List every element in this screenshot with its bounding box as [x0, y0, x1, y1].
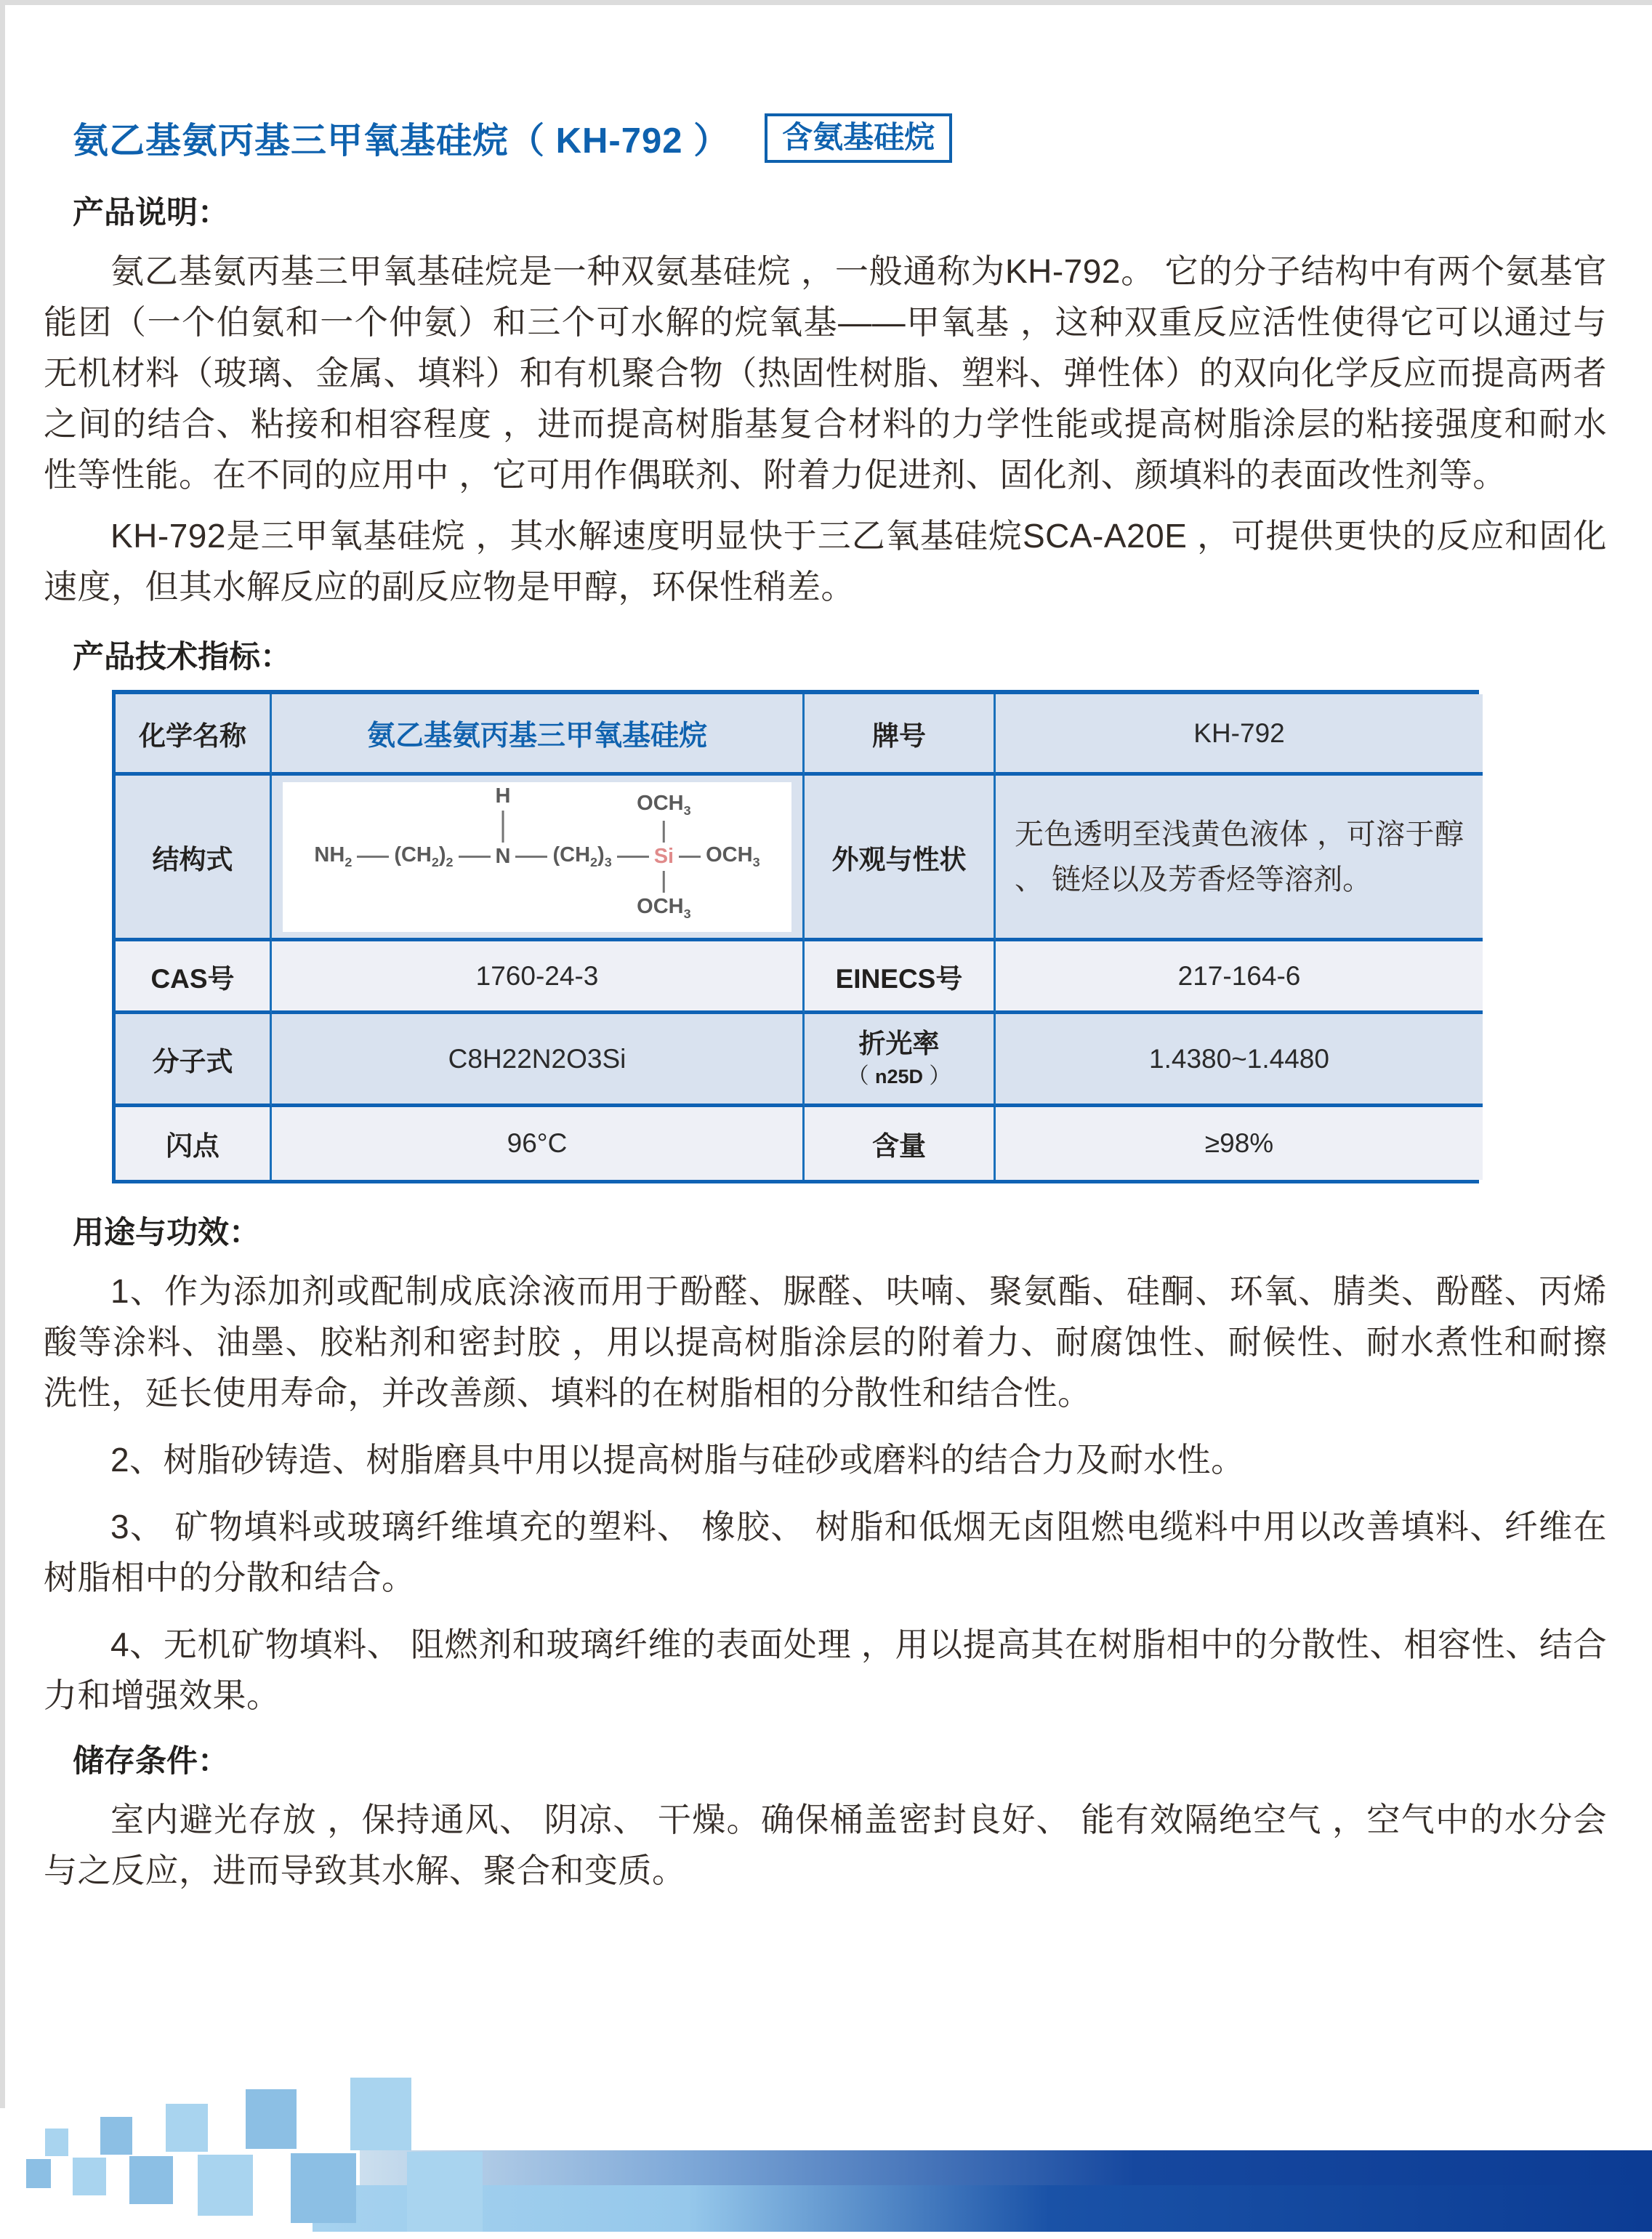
spec-label-molecular-formula: 分子式 [116, 1014, 272, 1107]
description-paragraph-1: 氨乙基氨丙基三甲氧基硅烷是一种双氨基硅烷 ，一般通称为KH-792。 它的分子结构中有两个氨基官能团（一个伯氨和一个仲氨）和三个可水解的烷氧基——甲氧基 ，这种双重反应活性使得它可以通过与无机材料（玻璃、金属、填料）和有机聚合物（热固性树脂、塑料、弹性体）的双向化学反应而提高两者之间的结合、粘接和相容程度 ，进而提高树脂基复合材料的力学性能或提高树脂涂层的粘接强度和耐水性等性能。在不同的应用中 ，它可用作偶联剂、附着力促进剂、固化剂、颜填料的表面改性剂等。 [44, 252, 1607, 494]
amino-silane-badge: 含氨基硅烷 [765, 113, 952, 163]
structure-si-group [637, 792, 691, 921]
bond [357, 856, 389, 858]
structure-si: Si [653, 844, 674, 868]
footer-pixel [198, 2155, 253, 2216]
footer-gradient-band-lower [313, 2185, 1652, 2232]
footer-gradient-band-upper [360, 2150, 1652, 2185]
spec-value-chemical-name: 氨乙基氨丙基三甲氧基硅烷 [272, 694, 805, 776]
footer-pixel [291, 2153, 356, 2223]
page-title: 氨乙基氨丙基三甲氧基硅烷（ KH-792 ） [73, 121, 730, 161]
spec-label-chemical-name: 化学名称 [116, 694, 272, 776]
structure-n-group [495, 784, 511, 869]
bond [515, 856, 547, 858]
usage-heading: 用途与功效： [73, 1215, 260, 1250]
spec-value-cas: 1760-24-3 [272, 941, 805, 1014]
structure-n: N [495, 844, 511, 868]
footer-pixel [407, 2152, 483, 2232]
usage-item-1: 1、作为添加剂或配制成底涂液而用于酚醛、脲醛、呋喃、聚氨酯、硅酮、环氧、腈类、酚醛、丙烯酸等涂料、油墨、胶粘剂和密封胶 ，用以提高树脂涂层的附着力、耐腐蚀性、耐候性、耐水煮性和耐擦洗性，延长使用寿命，并改善颜、填料的在树脂相的分散性和结合性。 [44, 1272, 1607, 1412]
document-content [44, 113, 1607, 1906]
spec-label-grade: 牌号 [805, 694, 996, 776]
structure-nh2: $NH_2$ [314, 843, 352, 869]
bond [459, 856, 491, 858]
refractive-index-condition: （ n25D ） [847, 1064, 951, 1088]
structure-ch2-2: $(CH_2)_2$ [394, 843, 454, 869]
spec-label-refractive-index [805, 1014, 996, 1107]
footer-decoration [0, 2065, 1652, 2239]
title-row [73, 113, 1607, 164]
usage-item-3: 3、 矿物填料或玻璃纤维填充的塑料、 橡胶、 树脂和低烟无卤阻燃电缆料中用以改善填料、纤维在树脂相中的分散和结合。 [44, 1508, 1607, 1596]
footer-pixel [45, 2129, 68, 2156]
footer-pixel [129, 2156, 173, 2204]
spec-heading: 产品技术指标： [73, 640, 291, 675]
spec-label-appearance: 外观与性状 [805, 776, 996, 941]
page-edge-top [0, 0, 1652, 5]
n25d-label: n25D [874, 1065, 924, 1088]
spec-value-refractive-index: 1.4380~1.4480 [996, 1014, 1483, 1107]
spec-label-structure: 结构式 [116, 776, 272, 941]
spec-value-appearance [996, 776, 1483, 941]
storage-heading: 储存条件： [73, 1744, 229, 1779]
bond [663, 871, 665, 893]
footer-pixel [166, 2104, 208, 2152]
storage-paragraph: 室内避光存放 ，保持通风、 阴凉、 干燥。确保桶盖密封良好、 能有效隔绝空气 ，空气中的水分会与之反应，进而导致其水解、聚合和变质。 [44, 1801, 1607, 1889]
usage-item-2: 2、树脂砂铸造、树脂磨具中用以提高树脂与硅砂或磨料的结合力及耐水性。 [110, 1441, 1245, 1479]
footer-pixel [246, 2089, 297, 2149]
structure-formula-cell [272, 776, 805, 941]
spec-label-einecs: EINECS号 [805, 941, 996, 1014]
structure-och3-right: $OCH_3$ [706, 843, 760, 869]
structure-och3-bottom-branch [637, 869, 690, 922]
footer-pixel [26, 2159, 51, 2188]
structure-och3-top-branch [637, 792, 690, 845]
page-edge-left [0, 0, 5, 2108]
usage-item-4: 4、无机矿物填料、 阻燃剂和玻璃纤维的表面处理 ，用以提高其在树脂相中的分散性、相容性、结合力和增强效果。 [44, 1625, 1607, 1714]
structure-och3-bottom: $OCH_3$ [637, 894, 691, 921]
footer-pixel [73, 2158, 106, 2195]
description-paragraph-2: KH-792是三甲氧基硅烷 ，其水解速度明显快于三乙氧基硅烷SCA-A20E ，可提供更快的反应和固化速度，但其水解反应的副反应物是甲醇，环保性稍差。 [44, 517, 1607, 606]
spec-value-grade: KH-792 [996, 694, 1483, 776]
spec-value-molecular-formula: C8H22N2O3Si [272, 1014, 805, 1107]
footer-pixel [350, 2078, 411, 2150]
description-heading: 产品说明： [73, 196, 229, 230]
spec-value-einecs: 217-164-6 [996, 941, 1483, 1014]
refractive-index-title: 折光率 [858, 1028, 940, 1058]
spec-table [112, 690, 1479, 1183]
bond [663, 821, 665, 843]
structure-ch2-3: $(CH_2)_3$ [552, 843, 612, 869]
structure-och3-top: $OCH_3$ [637, 792, 691, 818]
spec-label-cas: CAS号 [116, 941, 272, 1014]
structure-chain [314, 784, 760, 921]
structure-formula-diagram [283, 782, 791, 932]
spec-label-flash-point: 闪点 [116, 1107, 272, 1180]
appearance-text: 无色透明至浅黄色液体 ，可溶于醇 、 链烃以及芳香烃等溶剂。 [1015, 818, 1464, 896]
structure-h: H [495, 784, 511, 808]
bond [501, 811, 504, 843]
bond [617, 856, 649, 858]
bond [679, 856, 701, 858]
structure-h-branch [496, 784, 511, 845]
refractive-index-label [847, 1029, 951, 1089]
spec-value-flash-point: 96°C [272, 1107, 805, 1180]
spec-label-content: 含量 [805, 1107, 996, 1180]
spec-value-content: ≥98% [996, 1107, 1483, 1180]
footer-pixel [100, 2117, 132, 2155]
